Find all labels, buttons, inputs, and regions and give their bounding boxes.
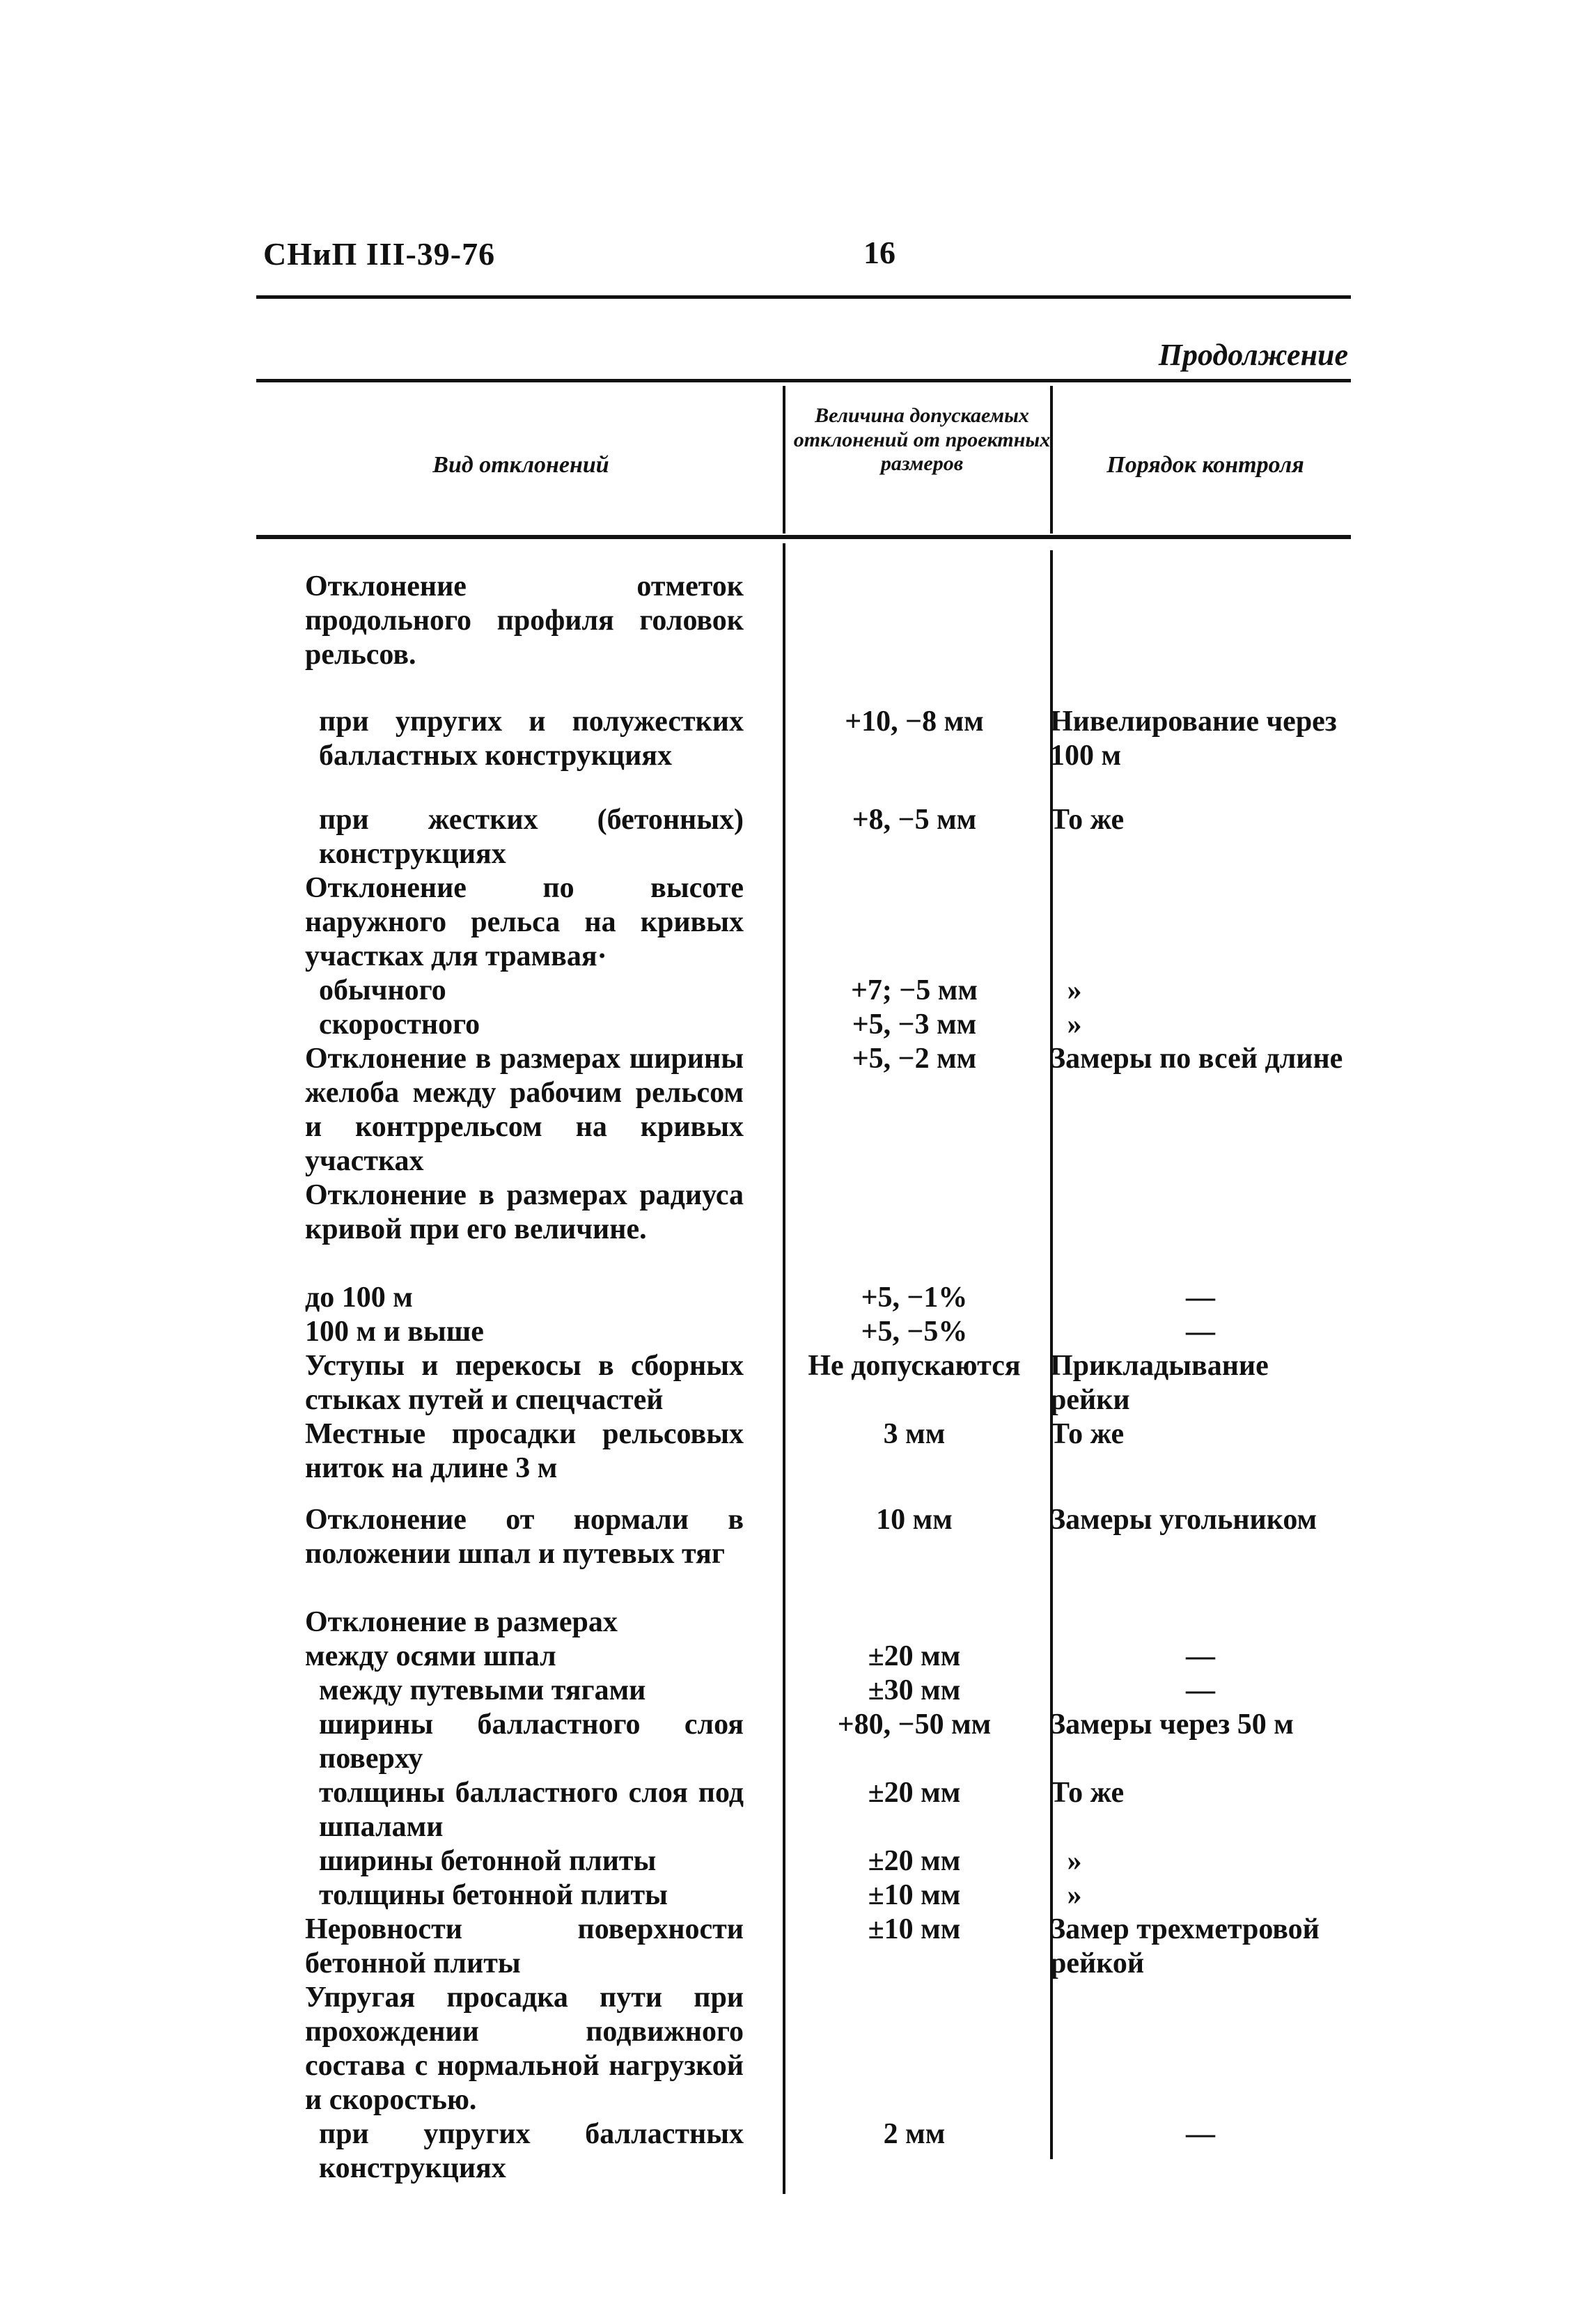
row-deviation: ширины бетонной плиты	[319, 1845, 657, 1877]
row-deviation: Местные просадки рельсовых ниток на длине 3 м	[305, 1418, 744, 1484]
row-tolerance: ±10 мм	[868, 1879, 961, 1911]
row-tolerance: ±30 мм	[868, 1674, 961, 1706]
row-control: То же	[1050, 1777, 1125, 1809]
row-control: Прикладывание рейки	[1050, 1350, 1269, 1416]
row-deviation: скоростного	[319, 1009, 480, 1041]
row-deviation: между путевыми тягами	[319, 1674, 646, 1706]
row-deviation: толщины балластного слоя под шпалами	[319, 1777, 744, 1843]
table-head-rule	[256, 535, 1351, 539]
row-deviation: Неровности поверхности бетонной плиты	[305, 1913, 744, 1979]
row-tolerance: +5, −1%	[861, 1282, 968, 1314]
row-tolerance: +10, −8 мм	[845, 706, 984, 738]
row-control: —	[1186, 1282, 1215, 1314]
document-code: СНиП III-39-76	[263, 236, 496, 272]
row-control: Замер трехметровой рейкой	[1050, 1913, 1320, 1979]
row-deviation: обычного	[319, 974, 446, 1006]
row-control: Нивелирование через 100 м	[1050, 706, 1337, 772]
row-tolerance: +5, −5%	[861, 1316, 968, 1348]
table-top-rule	[256, 379, 1351, 382]
row-control: Замеры угольником	[1050, 1504, 1317, 1536]
header-divider-1	[783, 386, 785, 534]
row-tolerance: ±10 мм	[868, 1913, 961, 1945]
row-tolerance: ±20 мм	[868, 1845, 961, 1877]
row-control: —	[1186, 1640, 1215, 1672]
row-control: —	[1186, 2118, 1215, 2150]
row-deviation: Отклонение в размерах	[305, 1606, 618, 1638]
row-tolerance: ±20 мм	[868, 1640, 961, 1672]
row-tolerance: +5, −2 мм	[852, 1043, 977, 1075]
row-tolerance: 10 мм	[876, 1504, 953, 1536]
row-tolerance: ±20 мм	[868, 1777, 961, 1809]
row-deviation: ширины балластного слоя поверху	[319, 1709, 744, 1775]
row-deviation: Отклонение отметок продольного профиля головок рельсов.	[305, 570, 744, 671]
row-deviation: Отклонение в размерах радиуса кривой при его величине.	[305, 1179, 744, 1245]
row-control: —	[1186, 1674, 1215, 1706]
row-deviation: толщины бетонной плиты	[319, 1879, 668, 1911]
row-tolerance: +80, −50 мм	[837, 1709, 992, 1741]
row-deviation: Отклонение в размерах ширины желоба между рабочим рельсом и контррельсом на кривых участках	[305, 1043, 744, 1177]
row-control: »	[1067, 1845, 1082, 1877]
row-tolerance: +8, −5 мм	[852, 804, 977, 836]
row-control: То же	[1050, 804, 1125, 836]
row-tolerance: Не допускаются	[808, 1350, 1021, 1382]
row-tolerance: +5, −3 мм	[852, 1009, 977, 1041]
row-control: »	[1067, 1879, 1082, 1911]
page-number: 16	[863, 235, 895, 270]
row-control: То же	[1050, 1418, 1125, 1450]
row-control: Замеры по всей длине	[1050, 1043, 1343, 1075]
column-header-tolerance: Величина допускаемых отклонений от проектных размеров	[793, 404, 1051, 475]
row-deviation: между осями шпал	[305, 1640, 556, 1672]
row-deviation: при упругих балластных конструкциях	[319, 2118, 744, 2184]
column-header-control: Порядок контроля	[1106, 452, 1304, 478]
header-divider-2	[1050, 386, 1053, 534]
row-deviation: при жестких (бетонных) конструкциях	[319, 804, 744, 870]
column-header-type: Вид отклонений	[432, 452, 609, 478]
row-deviation: Отклонение по высоте наружного рельса на кривых участках для трамвая·	[305, 872, 744, 972]
row-control: »	[1067, 1009, 1082, 1041]
row-deviation: 100 м и выше	[305, 1316, 484, 1348]
row-tolerance: 3 мм	[883, 1418, 946, 1450]
continuation-label: Продолжение	[1158, 338, 1348, 372]
row-tolerance: 2 мм	[883, 2118, 946, 2150]
row-control: —	[1186, 1316, 1215, 1348]
header-rule	[256, 295, 1351, 299]
row-deviation: Уступы и перекосы в сборных стыках путей и спецчастей	[305, 1350, 744, 1416]
row-deviation: до 100 м	[305, 1282, 413, 1314]
row-control: Замеры через 50 м	[1050, 1709, 1294, 1741]
row-deviation: Упругая просадка пути при прохождении подвижного состава с нормальной нагрузкой и скоростью.	[305, 1982, 744, 2116]
row-deviation: Отклонение от нормали в положении шпал и путевых тяг	[305, 1504, 744, 1570]
row-control: »	[1067, 974, 1082, 1006]
row-tolerance: +7; −5 мм	[850, 974, 978, 1006]
row-deviation: при упругих и полужестких балластных конструкциях	[319, 706, 744, 772]
